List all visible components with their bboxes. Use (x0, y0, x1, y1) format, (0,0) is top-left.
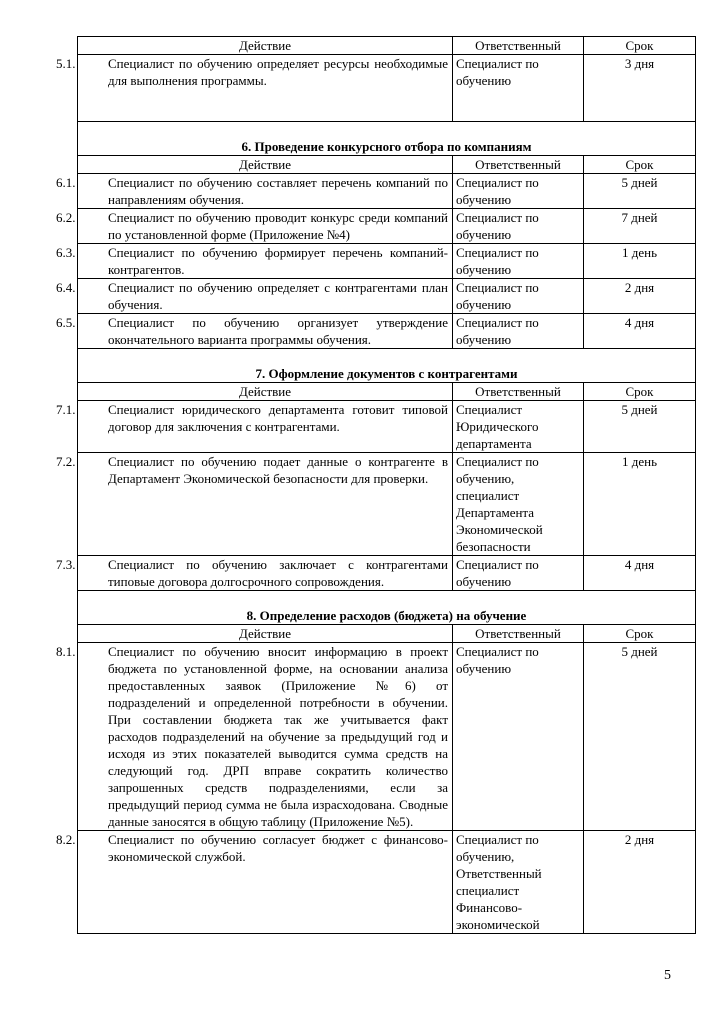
header-responsible: Ответственный (453, 156, 584, 174)
column-header-row (78, 625, 696, 643)
section-title: 7. Оформление документов с контрагентами (78, 349, 696, 383)
action-cell (56, 401, 453, 453)
procedure-table (56, 36, 696, 934)
table-row (78, 401, 696, 453)
term-cell: 2 дня (584, 279, 696, 314)
responsible-cell: Специалист по обучению, специалист Департамента Экономической безопасности (453, 453, 584, 556)
section-title: 8. Определение расходов (бюджета) на обучение (78, 591, 696, 625)
table-row (78, 453, 696, 556)
action-text: Специалист по обучению вносит информацию в проект бюджета по установленной форме, на основании анализа предоставленных заявок (Приложение №6) от подразделений и определенной потребности в обучении. При составлении бюджета так же учитывается факт расходов подразделений на обучение за предыдущий год и исходя из этих показателей выводится сумма средств на следующий год. ДРП вправе сократить количество запрошенных средств подразделениями, если за предыдущий период сумма не была израсходована. Сводные данные заносятся в общую таблицу (Приложение №5). (108, 644, 448, 829)
action-text: Специалист по обучению организует утверждение окончательного варианта программы обучения. (108, 315, 448, 347)
section-title-row (78, 591, 696, 625)
action-text: Специалист по обучению определяет ресурсы необходимые для выполнения программы. (108, 56, 448, 88)
action-text: Специалист по обучению формирует перечень компаний-контрагентов. (108, 245, 448, 277)
item-number: 5.1. (56, 56, 76, 71)
term-cell: 3 дня (584, 55, 696, 122)
action-text: Специалист по обучению подает данные о контрагенте в Департамент Экономической безопасности для проверки. (108, 454, 448, 486)
item-number: 6.4. (56, 280, 76, 295)
column-header-row (78, 383, 696, 401)
responsible-cell: Специалист Юридического департамента (453, 401, 584, 453)
term-cell: 1 день (584, 453, 696, 556)
item-number: 7.3. (56, 557, 76, 572)
action-text: Специалист по обучению составляет перечень компаний по направлениям обучения. (108, 175, 448, 207)
term-cell: 4 дня (584, 314, 696, 349)
responsible-cell: Специалист по обучению, Ответственный специалист Финансово- экономической (453, 831, 584, 934)
responsible-cell: Специалист по обучению (453, 55, 584, 122)
header-action: Действие (78, 383, 453, 401)
column-header-row (78, 37, 696, 55)
table-row (78, 55, 696, 122)
action-cell (56, 244, 453, 279)
action-cell (56, 279, 453, 314)
action-text: Специалист по обучению согласует бюджет с финансово-экономической службой. (108, 832, 448, 864)
table-row (78, 244, 696, 279)
header-action: Действие (78, 156, 453, 174)
header-term: Срок (584, 156, 696, 174)
action-text: Специалист по обучению проводит конкурс среди компаний по установленной форме (Приложение №4) (108, 210, 448, 242)
action-cell (56, 831, 453, 934)
action-text: Специалист по обучению определяет с контрагентами план обучения. (108, 280, 448, 312)
table-row (78, 209, 696, 244)
header-term: Срок (584, 37, 696, 55)
action-cell (56, 55, 453, 122)
responsible-cell: Специалист по обучению (453, 209, 584, 244)
action-text: Специалист по обучению заключает с контрагентами типовые договора долгосрочного сопровождения. (108, 557, 448, 589)
item-number: 8.2. (56, 832, 76, 847)
responsible-cell: Специалист по обучению (453, 556, 584, 591)
action-text: Специалист юридического департамента готовит типовой договор для заключения с контрагентами. (108, 402, 448, 434)
term-cell: 1 день (584, 244, 696, 279)
term-cell: 7 дней (584, 209, 696, 244)
header-responsible: Ответственный (453, 37, 584, 55)
page-number: 5 (664, 968, 671, 983)
item-number: 7.2. (56, 454, 76, 469)
action-cell (56, 556, 453, 591)
item-number: 6.1. (56, 175, 76, 190)
term-cell: 5 дней (584, 401, 696, 453)
section-title-row (78, 349, 696, 383)
section-title-row (78, 122, 696, 156)
header-term: Срок (584, 625, 696, 643)
header-action: Действие (78, 625, 453, 643)
table-row (78, 314, 696, 349)
table-row (78, 643, 696, 831)
responsible-cell: Специалист по обучению (453, 643, 584, 831)
action-cell (56, 643, 453, 831)
item-number: 7.1. (56, 402, 76, 417)
term-cell: 4 дня (584, 556, 696, 591)
responsible-cell: Специалист по обучению (453, 244, 584, 279)
header-responsible: Ответственный (453, 383, 584, 401)
item-number: 6.2. (56, 210, 76, 225)
item-number: 8.1. (56, 644, 76, 659)
responsible-cell: Специалист по обучению (453, 174, 584, 209)
term-cell: 5 дней (584, 174, 696, 209)
action-cell (56, 453, 453, 556)
action-cell (56, 209, 453, 244)
section-title: 6. Проведение конкурсного отбора по компаниям (78, 122, 696, 156)
term-cell: 2 дня (584, 831, 696, 934)
column-header-row (78, 156, 696, 174)
action-cell (56, 174, 453, 209)
item-number: 6.5. (56, 315, 76, 330)
procedure-table-document (56, 36, 695, 934)
table-row (78, 831, 696, 934)
action-cell (56, 314, 453, 349)
header-responsible: Ответственный (453, 625, 584, 643)
term-cell: 5 дней (584, 643, 696, 831)
table-row (78, 279, 696, 314)
table-row (78, 174, 696, 209)
item-number: 6.3. (56, 245, 76, 260)
header-term: Срок (584, 383, 696, 401)
header-action: Действие (78, 37, 453, 55)
responsible-cell: Специалист по обучению (453, 314, 584, 349)
responsible-cell: Специалист по обучению (453, 279, 584, 314)
table-row (78, 556, 696, 591)
